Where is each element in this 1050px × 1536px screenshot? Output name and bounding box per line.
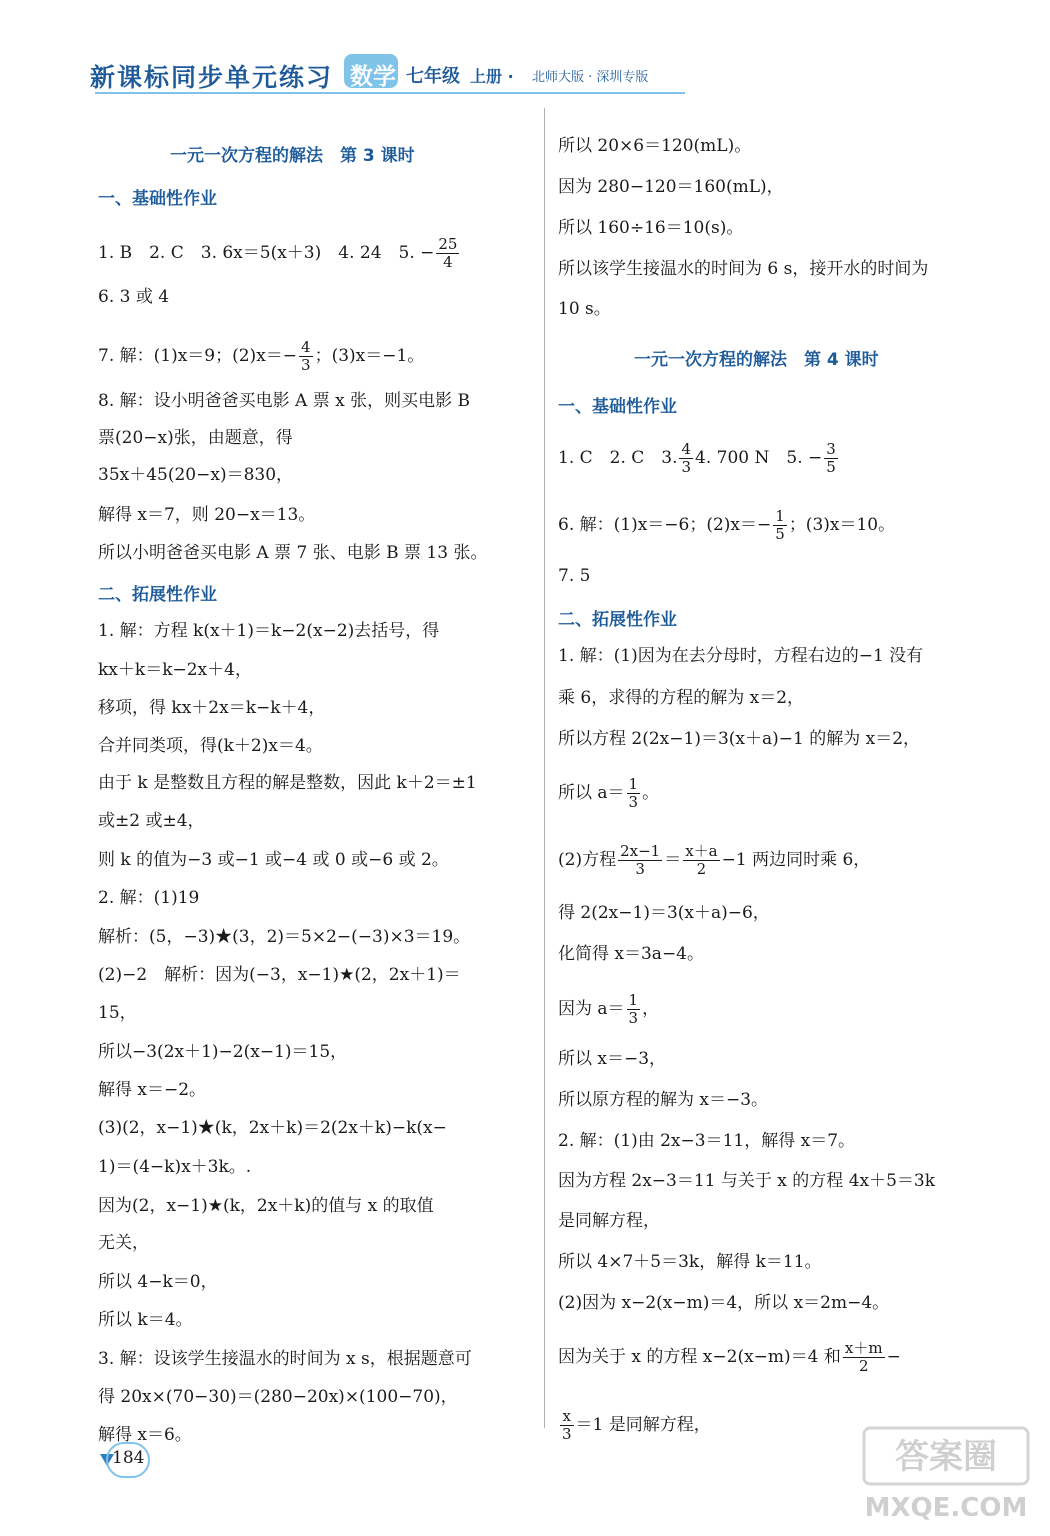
answer-line: 所以原方程的解为 x＝−3。: [558, 1090, 769, 1110]
answer-line: 15，: [98, 1003, 137, 1023]
svg-text:MXQE.COM: MXQE.COM: [864, 1493, 1028, 1523]
answer-line: 移项，得 kx＋2x＝k−k＋4，: [98, 698, 326, 718]
answer-line: (2)−2 解析：因为(−3，x−1)★(2，2x＋1)＝: [98, 965, 461, 985]
answer-line: 35x＋45(20−x)＝830，: [98, 465, 294, 485]
answer-line: 化简得 x＝3a−4。: [558, 944, 705, 964]
answer-line: 所以−3(2x＋1)−2(x−1)＝15，: [98, 1042, 348, 1062]
section-basic-3: 一、基础性作业: [98, 189, 217, 209]
answer-line: 因为方程 2x−3＝11 与关于 x 的方程 4x＋5＝3k: [558, 1171, 936, 1191]
answer-line: 因为关于 x 的方程 x−2(x−m)＝4 和 $\frac{x+m}{2}$ −: [558, 1339, 901, 1375]
answer-line: 所以 4×7＋5＝3k，解得 k＝11。: [558, 1252, 822, 1272]
answer-line: (2)因为 x−2(x−m)＝4，所以 x＝2m−4。: [558, 1293, 890, 1313]
answer-line: 解得 x＝−2。: [98, 1080, 207, 1100]
answer-line: 或±2 或±4，: [98, 811, 205, 831]
answer-line: 6. 3 或 4: [98, 287, 170, 307]
answer-line: 所以小明爸爸买电影 A 票 7 张、电影 B 票 13 张。: [98, 543, 488, 563]
lesson-3-title: 一元一次方程的解法 第 3 课时: [170, 146, 415, 166]
answer-line: 7. 5: [558, 566, 591, 586]
answer-line: 所以 20×6＝120(mL)。: [558, 136, 752, 156]
answer-line: 8. 解：设小明爸爸买电影 A 票 x 张，则买电影 B: [98, 391, 470, 411]
answer-line: 1)＝(4−k)x＋3k。.: [98, 1157, 252, 1177]
subject-label: 数学: [350, 64, 396, 90]
volume-label: 上册 ·: [470, 67, 514, 86]
answer-line: 1. 解：方程 k(x＋1)＝k−2(x−2)去括号，得: [98, 621, 440, 641]
answer-line: 3. 解：设该学生接温水的时间为 x s，根据题意可: [98, 1349, 472, 1369]
answer-line: 所以 x＝−3，: [558, 1049, 667, 1069]
answer-line: 1. B 2. C 3. 6x＝5(x＋3) 4. 24 5. − $\frac{25}{4}$: [98, 235, 458, 271]
lesson-4-title: 一元一次方程的解法 第 4 课时: [634, 350, 879, 370]
answer-line: 所以 a＝ $\frac{1}{3}$ 。: [558, 775, 660, 811]
answer-line: 票(20−x)张，由题意，得: [98, 428, 293, 448]
answer-line: 解析：(5，−3)★(3，2)＝5×2−(−3)×3＝19。: [98, 927, 471, 947]
answer-line: 得 2(2x−1)＝3(x＋a)−6，: [558, 903, 770, 923]
answer-line: 无关，: [98, 1233, 149, 1253]
section-extended-3: 二、拓展性作业: [98, 585, 217, 605]
answer-line: 乘 6，求得的方程的解为 x＝2，: [558, 688, 805, 708]
answer-line: 因为(2，x−1)★(k，2x＋k)的值与 x 的取值: [98, 1196, 434, 1216]
section-extended-4: 二、拓展性作业: [558, 610, 677, 630]
watermark-logo: [856, 1424, 1036, 1524]
answer-line: 6. 解：(1)x＝−6；(2)x＝− $\frac{1}{5}$ ；(3)x＝10。: [558, 507, 896, 543]
answer-line: 合并同类项，得(k＋2)x＝4。: [98, 736, 323, 756]
page-number: 184: [112, 1448, 145, 1468]
answer-line: 由于 k 是整数且方程的解是整数，因此 k＋2＝±1: [98, 773, 477, 793]
answer-line: 10 s。: [558, 299, 611, 319]
answer-line: 1. 解：(1)因为在去分母时，方程右边的−1 没有: [558, 646, 924, 666]
series-title: 新课标同步单元练习: [90, 63, 334, 92]
page-number-badge: [100, 1442, 146, 1476]
answer-line: 所以 k＝4。: [98, 1310, 193, 1330]
answer-line: 所以 4−k＝0，: [98, 1272, 218, 1292]
answer-line: 得 20x×(70−30)＝(280−20x)×(100−70)，: [98, 1387, 458, 1407]
answer-line: 7. 解：(1)x＝9；(2)x＝− $\frac{4}{3}$ ；(3)x＝−1。: [98, 338, 425, 374]
answer-line: 2. 解：(1)由 2x−3＝11，解得 x＝7。: [558, 1131, 856, 1151]
answer-line: 所以方程 2(2x−1)＝3(x＋a)−1 的解为 x＝2，: [558, 729, 921, 749]
column-divider: [544, 108, 545, 1428]
edition-label: 北师大版 · 深圳专版: [532, 70, 649, 85]
answer-line: 是同解方程，: [558, 1211, 660, 1231]
header-rule: [95, 92, 685, 94]
section-basic-4: 一、基础性作业: [558, 397, 677, 417]
svg-text:答案圈: 答案圈: [895, 1437, 997, 1477]
answer-line: 所以 160÷16＝10(s)。: [558, 218, 744, 238]
answer-line: 1. C 2. C 3. $\frac{4}{3}$ 4. 700 N 5. − $\frac{3}{5}$: [558, 440, 836, 476]
answer-line: 所以该学生接温水的时间为 6 s，接开水的时间为: [558, 259, 929, 279]
answer-line: 则 k 的值为−3 或−1 或−4 或 0 或−6 或 2。: [98, 850, 449, 870]
answer-line: kx＋k＝k−2x＋4，: [98, 660, 252, 680]
answer-line: 因为 a＝ $\frac{1}{3}$ ，: [558, 991, 660, 1027]
answer-line: (3)(2，x−1)★(k，2x＋k)＝2(2x＋k)−k(x−: [98, 1118, 447, 1138]
answer-line: 解得 x＝7，则 20−x＝13。: [98, 505, 316, 525]
answer-line: 因为 280−120＝160(mL)，: [558, 177, 784, 197]
answer-line: 解得 x＝6。: [98, 1425, 192, 1445]
answer-line: 2. 解：(1)19: [98, 888, 200, 908]
answer-line: (2)方程 $\frac{2x-1}{3}$ ＝ $\frac{x+a}{2}$ −1 两边同时乘 6，: [558, 842, 871, 878]
grade-label: 七年级: [406, 66, 460, 87]
answer-line: $\frac{x}{3}$ ＝1 是同解方程，: [562, 1407, 711, 1443]
